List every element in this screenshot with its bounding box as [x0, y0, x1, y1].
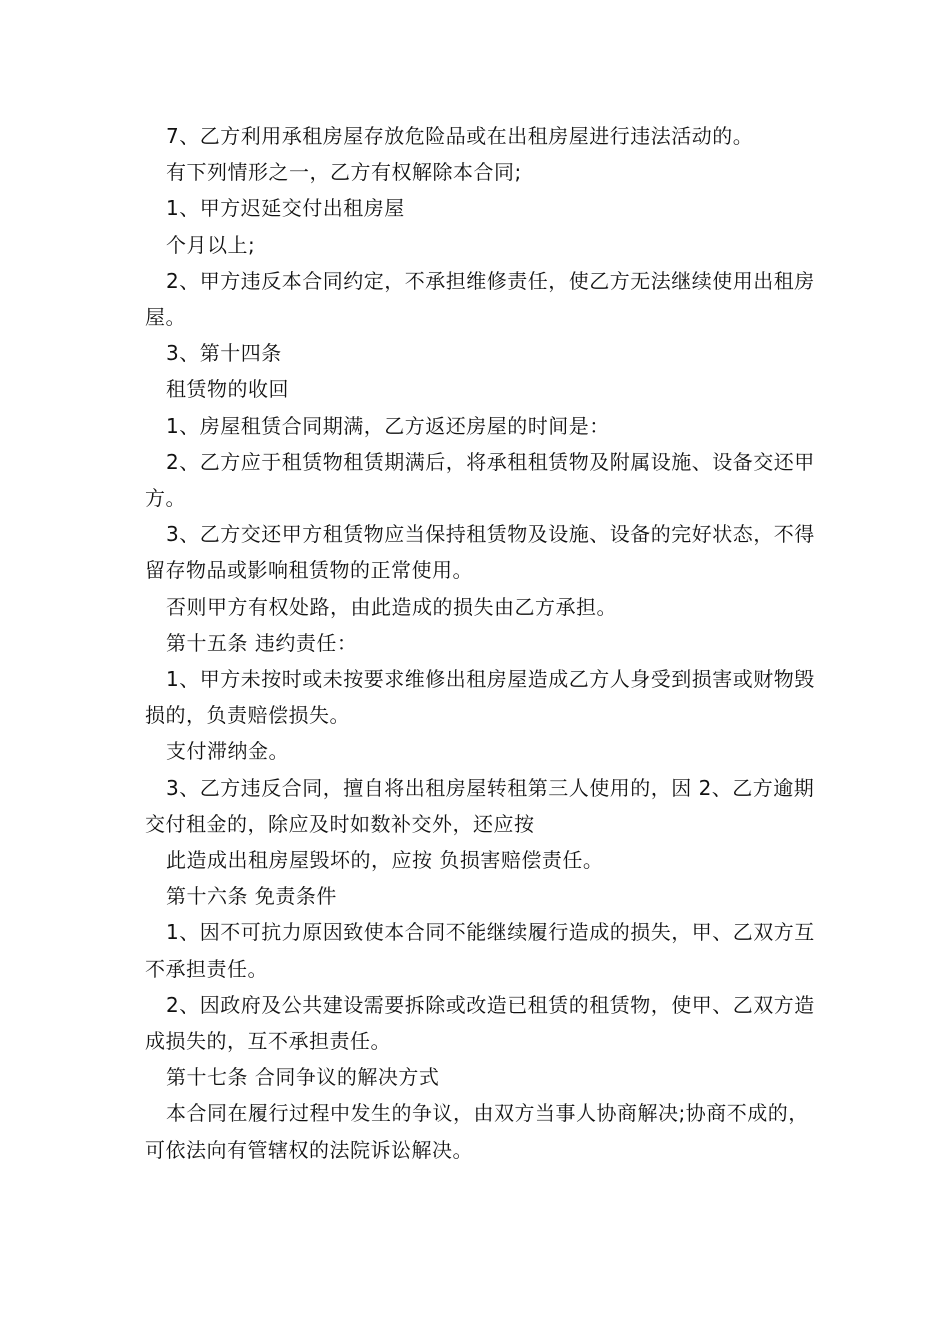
paragraph-10: 3、乙方交还甲方租赁物应当保持租赁物及设施、设备的完好状态，不得留存物品或影响租赁物的正常使用。 — [145, 522, 815, 583]
paragraph-13: 1、甲方未按时或未按要求维修出租房屋造成乙方人身受到损害或财物毁损的，负责赔偿损失。 — [145, 667, 815, 728]
paragraph-5: 2、甲方违反本合同约定，不承担维修责任，使乙方无法继续使用出租房屋。 — [145, 268, 815, 330]
section-heading-17: 第十七条 合同争议的解决方式 — [166, 1065, 440, 1090]
paragraph-21: 本合同在履行过程中发生的争议，由双方当事人协商解决;协商不成的，可依法向有管辖权的法院诉讼解决。 — [145, 1101, 809, 1162]
paragraph-16: 此造成出租房屋毁坏的，应按 负损害赔偿责任。 — [166, 848, 604, 873]
paragraph-3: 1、甲方迟延交付出租房屋 — [166, 196, 405, 221]
paragraph-11: 否则甲方有权处路，由此造成的损失由乙方承担。 — [166, 594, 617, 619]
section-heading-16: 第十六条 免责条件 — [166, 884, 337, 909]
paragraph-1: 7、乙方利用承租房屋存放危险品或在出租房屋进行违法活动的。 — [166, 124, 754, 148]
paragraph-8: 1、房屋租赁合同期满，乙方返还房屋的时间是： — [166, 413, 610, 438]
paragraph-15: 3、乙方违反合同，擅自将出租房屋转租第三人使用的，因 2、乙方逾期交付租金的，除应及时如数补交外，还应按 — [145, 775, 815, 836]
section-heading-15: 第十五条 违约责任： — [166, 630, 358, 655]
document-body — [145, 118, 817, 1168]
paragraph-14: 支付滞纳金。 — [166, 739, 289, 764]
paragraph-9: 2、乙方应于租赁物租赁期满后，将承租租赁物及附属设施、设备交还甲方。 — [145, 449, 815, 511]
paragraph-2: 有下列情形之一，乙方有权解除本合同; — [166, 160, 522, 185]
paragraph-18: 1、因不可抗力原因致使本合同不能继续履行造成的损失，甲、乙双方互不承担责任。 — [145, 920, 815, 981]
paragraph-4: 个月以上; — [166, 232, 256, 257]
paragraph-19: 2、因政府及公共建设需要拆除或改造已租赁的租赁物，使甲、乙双方造成损失的，互不承担责任。 — [145, 992, 815, 1054]
paragraph-7: 租赁物的收回 — [166, 377, 289, 402]
paragraph-6: 3、第十四条 — [166, 341, 282, 366]
